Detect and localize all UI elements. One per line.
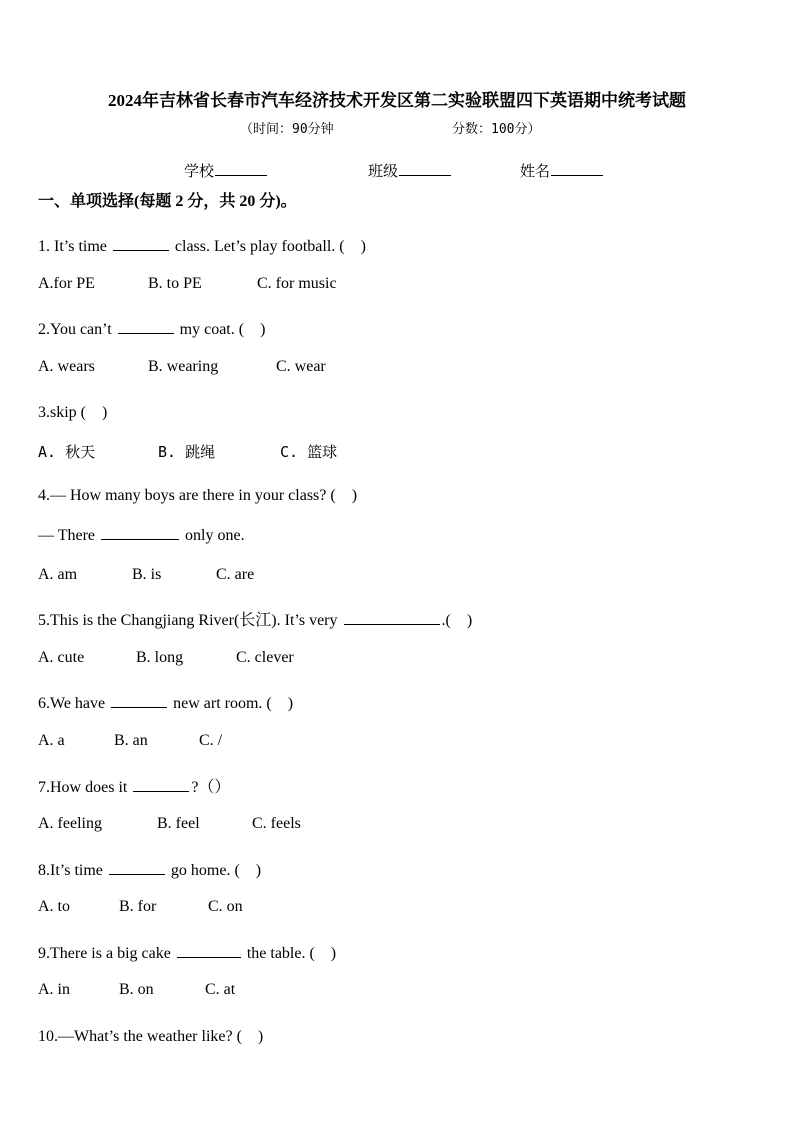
exam-time: （时间：90分钟 xyxy=(240,122,334,137)
q3-option-a[interactable]: A. 秋天 xyxy=(38,443,96,461)
q5-option-a[interactable]: A. cute xyxy=(38,649,85,666)
q1-post: class. Let’s play football. ( ) xyxy=(174,238,366,255)
q6-blank[interactable] xyxy=(111,692,167,708)
question-2-options xyxy=(38,358,326,376)
question-3 xyxy=(38,399,107,422)
q3-text: 3.skip ( ) xyxy=(38,404,108,421)
q9-option-a[interactable]: A. in xyxy=(38,981,70,998)
question-1-options xyxy=(38,275,337,293)
question-9-options xyxy=(38,981,235,999)
class-blank[interactable] xyxy=(399,161,451,176)
name-field xyxy=(520,160,603,181)
class-label: 班级 xyxy=(368,164,399,180)
question-5-options xyxy=(38,649,294,667)
q1-option-b[interactable]: B. to PE xyxy=(148,275,202,292)
name-label: 姓名 xyxy=(520,164,551,180)
school-field xyxy=(184,160,267,181)
q2-pre: 2.You can’t xyxy=(38,321,112,338)
q9-blank[interactable] xyxy=(177,942,241,958)
q6-option-c[interactable]: C. / xyxy=(199,732,223,749)
question-4-options xyxy=(38,566,254,584)
question-5 xyxy=(38,607,472,630)
q2-option-c[interactable]: C. wear xyxy=(276,358,326,375)
q4-pre2: — There xyxy=(38,527,96,544)
q4-text: 4.— How many boys are there in your class? ( ) xyxy=(38,487,358,504)
q1-option-c[interactable]: C. for music xyxy=(257,275,337,292)
class-field xyxy=(368,160,451,181)
q6-pre: 6.We have xyxy=(38,695,106,712)
q6-option-b[interactable]: B. an xyxy=(114,732,148,749)
question-8-options xyxy=(38,898,243,916)
question-3-options xyxy=(38,441,337,462)
q2-option-a[interactable]: A. wears xyxy=(38,358,95,375)
school-blank[interactable] xyxy=(215,161,267,176)
q4-option-a[interactable]: A. am xyxy=(38,566,78,583)
q3-option-c[interactable]: C. 篮球 xyxy=(280,443,338,461)
q7-blank[interactable] xyxy=(133,776,189,792)
q5-option-b[interactable]: B. long xyxy=(136,649,184,666)
q8-option-b[interactable]: B. for xyxy=(119,898,157,915)
q6-option-a[interactable]: A. a xyxy=(38,732,65,749)
q8-post: go home. ( ) xyxy=(170,862,262,879)
q7-pre: 7.How does it xyxy=(38,779,128,796)
question-6 xyxy=(38,690,293,713)
name-blank[interactable] xyxy=(551,161,603,176)
question-6-options xyxy=(38,732,222,750)
q1-blank[interactable] xyxy=(113,235,169,251)
q2-post: my coat. ( ) xyxy=(179,321,266,338)
section-heading: 一、单项选择(每题 2 分，共 20 分)。 xyxy=(38,193,297,210)
q4-post2: only one. xyxy=(185,527,245,544)
q4-option-b[interactable]: B. is xyxy=(132,566,162,583)
q6-post: new art room. ( ) xyxy=(173,695,294,712)
question-10 xyxy=(38,1023,263,1046)
q4-blank[interactable] xyxy=(101,524,179,540)
q5-option-c[interactable]: C. clever xyxy=(236,649,294,666)
exam-title: 2024年吉林省长春市汽车经济技术开发区第二实验联盟四下英语期中统考试题 xyxy=(108,91,686,110)
question-7 xyxy=(38,774,230,797)
q9-pre: 9.There is a big cake xyxy=(38,945,171,962)
question-4 xyxy=(38,482,357,505)
q8-pre: 8.It’s time xyxy=(38,862,103,879)
question-7-options xyxy=(38,815,301,833)
q8-option-c[interactable]: C. on xyxy=(208,898,243,915)
school-label: 学校 xyxy=(184,164,215,180)
q9-option-b[interactable]: B. on xyxy=(119,981,154,998)
exam-score: 分数：100分） xyxy=(452,122,541,137)
q2-option-b[interactable]: B. wearing xyxy=(148,358,219,375)
q7-post: ?（） xyxy=(191,779,231,796)
q8-option-a[interactable]: A. to xyxy=(38,898,70,915)
question-2 xyxy=(38,316,265,339)
q1-option-a[interactable]: A.for PE xyxy=(38,275,95,292)
question-8 xyxy=(38,857,261,880)
q8-blank[interactable] xyxy=(109,859,165,875)
question-9 xyxy=(38,940,336,963)
q10-text: 10.—What’s the weather like? ( ) xyxy=(38,1028,264,1045)
q5-pre: 5.This is the Changjiang River(长江). It’s very xyxy=(38,612,338,629)
q9-post: the table. ( ) xyxy=(246,945,337,962)
q9-option-c[interactable]: C. at xyxy=(205,981,236,998)
question-4-answer xyxy=(38,524,245,545)
q5-blank[interactable] xyxy=(344,609,440,625)
question-1 xyxy=(38,233,366,256)
q3-option-b[interactable]: B. 跳绳 xyxy=(158,443,216,461)
q7-option-c[interactable]: C. feels xyxy=(252,815,301,832)
q1-pre: 1. It’s time xyxy=(38,238,107,255)
q4-option-c[interactable]: C. are xyxy=(216,566,255,583)
q7-option-b[interactable]: B. feel xyxy=(157,815,200,832)
q2-blank[interactable] xyxy=(118,318,174,334)
q5-post: .( ) xyxy=(441,612,473,629)
q7-option-a[interactable]: A. feeling xyxy=(38,815,102,832)
